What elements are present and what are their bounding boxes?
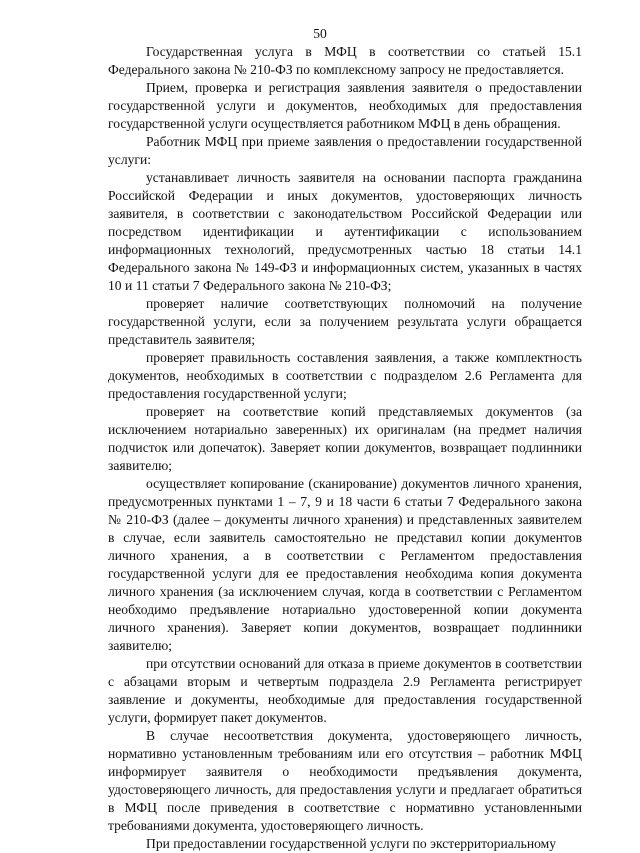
document-body <box>108 43 582 853</box>
paragraph: В случае несоответствия документа, удостоверяющего личность, нормативно установленным требованиям или его отсутствия – работник МФЦ информирует заявителя о необходимости предъявления документа, удостоверяющего личность, для предоставления услуги и предлагает обратиться в МФЦ после приведения в соответствие с нормативно установленными требованиями документа, удостоверяющего личность. <box>108 728 582 833</box>
paragraph: осуществляет копирование (сканирование) документов личного хранения, предусмотренных пунктами 1 – 7, 9 и 18 части 6 статьи 7 Федерального закона № 210-ФЗ (далее – документы личного хранения) и представленных заявителем в случае, если заявитель самостоятельно не представил копии документов личного хранения, а в соответствии с Регламентом предоставления государственной услуги для ее предоставления необходима копия документа личного хранения (за исключением случая, когда в соответствии с Регламентом необходимо предъявление нотариально удостоверенной копии документа личного хранения). Заверяет копии документов, возвращает подлинники заявителю; <box>108 476 582 653</box>
paragraph: проверяет наличие соответствующих полномочий на получение государственной услуги, если за получением результата услуги обращается представитель заявителя; <box>108 296 582 347</box>
page-number: 50 <box>313 26 327 41</box>
paragraph: проверяет на соответствие копий представляемых документов (за исключением нотариально заверенных) их оригиналам (на предмет наличия подчисток или допечаток). Заверяет копии документов, возвращает подлинники заявителю; <box>108 404 582 473</box>
paragraph: Государственная услуга в МФЦ в соответствии со статьей 15.1 Федерального закона № 210-ФЗ по комплексному запросу не предоставляется. <box>108 44 582 77</box>
paragraph: Прием, проверка и регистрация заявления заявителя о предоставлении государственной услуги и документов, необходимых для предоставления государственной услуги осуществляется работником МФЦ в день обращения. <box>108 80 582 131</box>
paragraph: при отсутствии оснований для отказа в приеме документов в соответствии с абзацами вторым и четвертым подраздела 2.9 Регламента регистрирует заявление и документы, необходимые для предоставления государственной услуги, формирует пакет документов. <box>108 656 582 725</box>
paragraph: проверяет правильность составления заявления, а также комплектность документов, необходимых в соответствии с подразделом 2.6 Регламента для предоставления государственной услуги; <box>108 350 582 401</box>
paragraph: При предоставлении государственной услуги по экстерриториальному <box>146 836 557 851</box>
paragraph: устанавливает личность заявителя на основании паспорта гражданина Российской Федерации и иных документов, удостоверяющих личность заявителя, в соответствии с законодательством Российской Федерации или посредством идентификации и аутентификации с использованием информационных технологий, предусмотренных частью 18 статьи 14.1 Федерального закона № 149-ФЗ и информационных систем, указанных в частях 10 и 11 статьи 7 Федерального закона № 210-ФЗ; <box>108 170 582 293</box>
paragraph: Работник МФЦ при приеме заявления о предоставлении государственной услуги: <box>108 134 582 167</box>
